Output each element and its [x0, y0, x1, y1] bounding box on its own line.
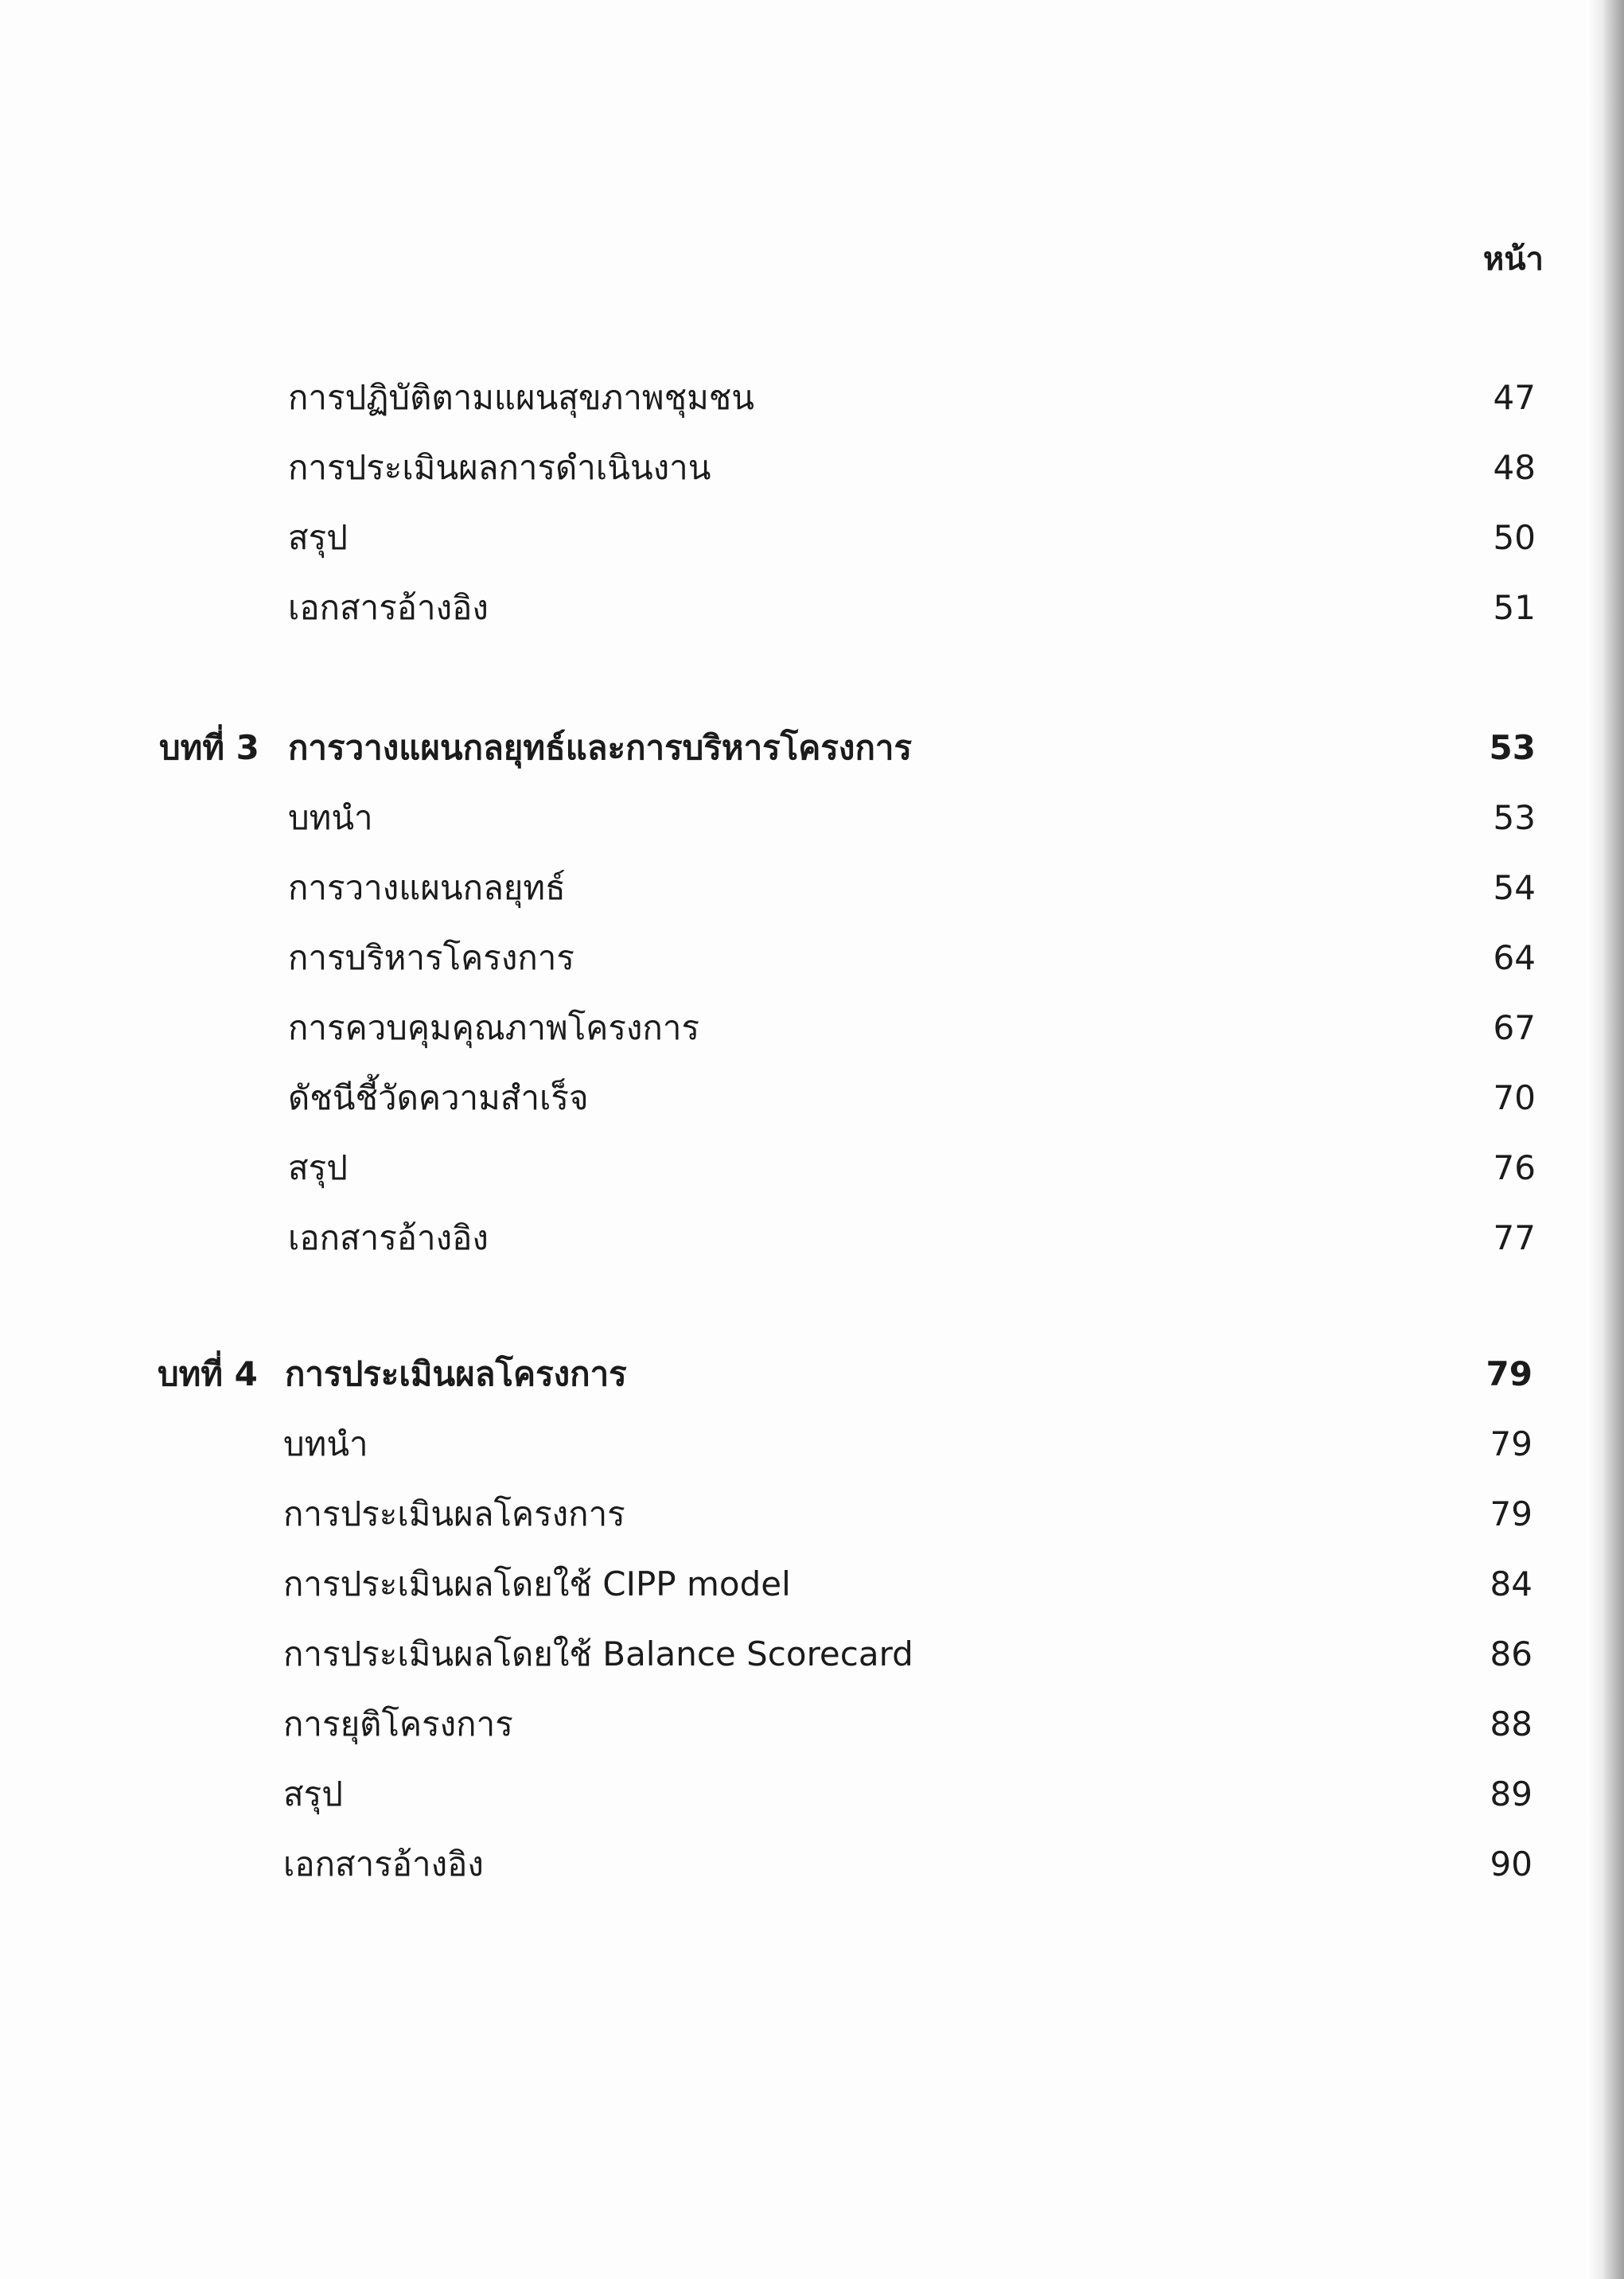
toc-entry-title: การประเมินผลการดำเนินงาน — [288, 448, 711, 487]
toc-entry[interactable] — [288, 1143, 1536, 1194]
toc-entry-page: 53 — [1493, 798, 1536, 837]
toc-entry-page: 51 — [1493, 588, 1536, 627]
toc-entry-title: การประเมินผลโดยใช้ CIPP model — [283, 1564, 791, 1603]
toc-entry-title: การควบคุมคุณภาพโครงการ — [288, 1008, 700, 1047]
toc-entry-page: 86 — [1490, 1634, 1532, 1673]
toc-entry[interactable] — [283, 1699, 1532, 1750]
toc-entry-title: สรุป — [283, 1775, 343, 1813]
toc-entry-page: 48 — [1493, 448, 1536, 487]
toc-entry-page: 77 — [1493, 1218, 1536, 1257]
toc-entry-title: บทนำ — [283, 1424, 368, 1463]
toc-entry-title: สรุป — [288, 1148, 348, 1187]
toc-entry[interactable] — [283, 1629, 1532, 1680]
toc-entry-page: 50 — [1493, 518, 1536, 557]
toc-entry-title: เอกสารอ้างอิง — [283, 1845, 484, 1884]
toc-entry-page: 79 — [1490, 1424, 1532, 1463]
toc-entry-title: เอกสารอ้างอิง — [288, 588, 489, 627]
toc-chapter-4[interactable] — [158, 1349, 1532, 1400]
toc-entry-title: การประเมินผลโดยใช้ Balance Scorecard — [283, 1634, 913, 1673]
toc-entry[interactable] — [283, 1419, 1532, 1470]
toc-entry-page: 70 — [1493, 1078, 1536, 1117]
toc-entry-page: 76 — [1493, 1148, 1536, 1187]
toc-entry-title: การบริหารโครงการ — [288, 938, 574, 977]
toc-entry-title: การยุติโครงการ — [283, 1704, 513, 1743]
toc-entry[interactable] — [288, 582, 1536, 633]
toc-entry[interactable] — [283, 1559, 1532, 1610]
toc-entry-page: 84 — [1490, 1564, 1532, 1603]
chapter-label: บทที่ 3 — [159, 728, 259, 767]
toc-entry-page: 64 — [1493, 938, 1536, 977]
toc-entry[interactable] — [288, 1213, 1536, 1264]
toc-entry[interactable] — [283, 1489, 1532, 1540]
toc-entry[interactable] — [288, 793, 1536, 843]
toc-entry-page: 88 — [1490, 1704, 1532, 1743]
toc-entry-page: 47 — [1493, 378, 1536, 417]
toc-entry[interactable] — [288, 512, 1536, 563]
page-column-header: หน้า — [1482, 241, 1544, 278]
toc-entry-page: 79 — [1490, 1494, 1532, 1533]
toc-entry-title: การวางแผนกลยุทธ์ — [288, 868, 566, 907]
toc-entry-page: 67 — [1493, 1008, 1536, 1047]
toc-entry-page: 89 — [1490, 1775, 1532, 1813]
chapter-label: บทที่ 4 — [158, 1354, 258, 1393]
chapter-page: 79 — [1486, 1354, 1532, 1393]
toc-entry[interactable] — [288, 372, 1536, 423]
toc-entry-title: การประเมินผลโครงการ — [283, 1494, 625, 1533]
toc-entry[interactable] — [288, 863, 1536, 914]
chapter-page: 53 — [1489, 728, 1536, 767]
toc-entry-title: การปฏิบัติตามแผนสุขภาพชุมชน — [288, 378, 755, 417]
toc-entry-title: บทนำ — [288, 798, 373, 837]
chapter-title: การวางแผนกลยุทธ์และการบริหารโครงการ — [288, 728, 913, 767]
toc-entry-title: ดัชนีชี้วัดความสำเร็จ — [288, 1078, 589, 1117]
toc-entry-title: สรุป — [288, 518, 348, 557]
toc-chapter-3[interactable] — [159, 723, 1536, 773]
toc-entry[interactable] — [288, 933, 1536, 984]
toc-entry[interactable] — [283, 1769, 1532, 1820]
toc-entry[interactable] — [288, 442, 1536, 493]
toc-entry-page: 54 — [1493, 868, 1536, 907]
toc-entry-title: เอกสารอ้างอิง — [288, 1218, 489, 1257]
toc-entry[interactable] — [288, 1073, 1536, 1124]
toc-entry[interactable] — [288, 1003, 1536, 1054]
chapter-title: การประเมินผลโครงการ — [285, 1354, 627, 1393]
toc-entry[interactable] — [283, 1839, 1532, 1890]
toc-entry-page: 90 — [1490, 1845, 1532, 1884]
